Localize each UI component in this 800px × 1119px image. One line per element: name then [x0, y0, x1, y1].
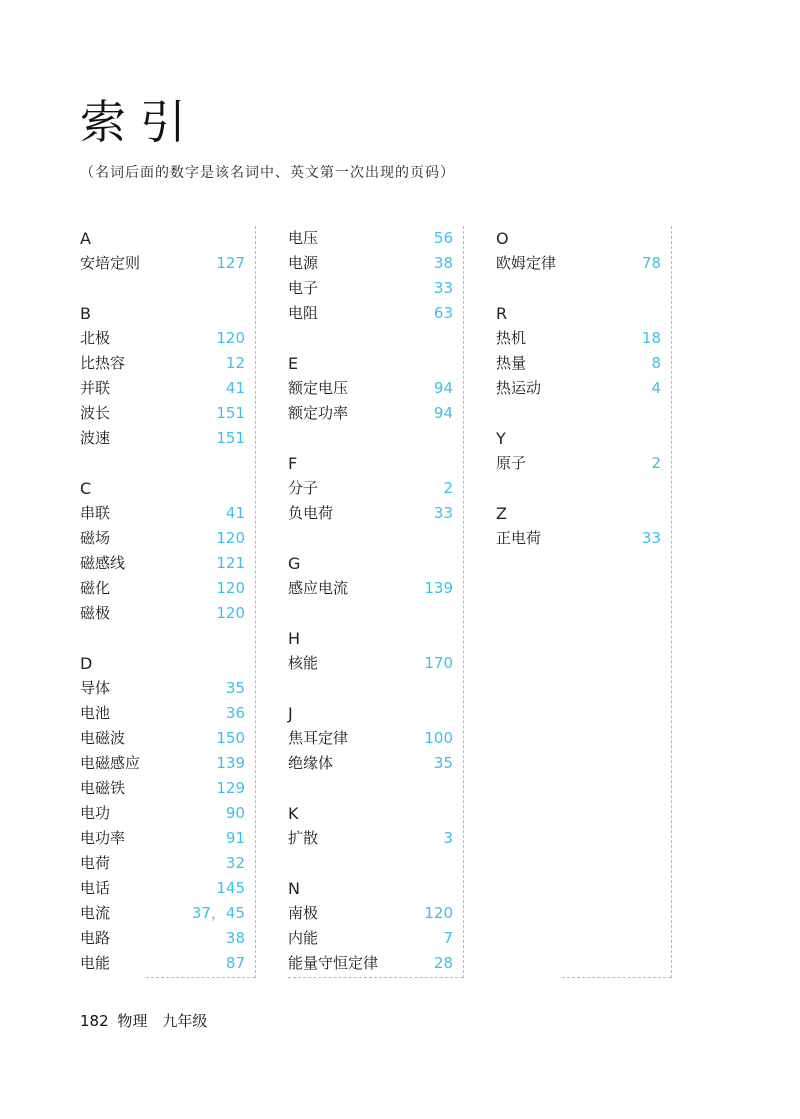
index-term: 正电荷	[496, 529, 542, 547]
index-entry	[288, 376, 463, 401]
index-page-number: 78	[641, 254, 661, 272]
index-group	[288, 351, 463, 426]
index-term: 电话	[80, 879, 111, 897]
index-page-number: 36	[225, 704, 245, 722]
index-term: 北极	[80, 329, 111, 347]
index-page-number: 120	[216, 329, 245, 347]
index-page-number: 121	[216, 554, 245, 572]
index-letter-heading: C	[80, 479, 92, 498]
index-term: 电流	[80, 904, 111, 922]
index-entry	[80, 676, 255, 701]
index-entry	[288, 826, 463, 851]
index-group	[80, 476, 255, 626]
index-entry	[288, 726, 463, 751]
index-entry	[288, 901, 463, 926]
index-page-number: 63	[433, 304, 453, 322]
index-page-number: 94	[433, 379, 453, 397]
index-term: 导体	[80, 679, 111, 697]
index-entry	[80, 501, 255, 526]
index-entry	[80, 901, 255, 926]
index-letter-heading: F	[288, 454, 298, 473]
index-term: 电磁波	[80, 729, 126, 747]
index-page-number: 87	[225, 954, 245, 972]
index-group	[496, 501, 671, 551]
index-page-number: 139	[216, 754, 245, 772]
index-term: 波速	[80, 429, 111, 447]
index-entry	[80, 426, 255, 451]
index-term: 磁场	[80, 529, 111, 547]
index-page-number: 38	[433, 254, 453, 272]
index-page-number: 56	[433, 229, 453, 247]
index-page-number: 35	[225, 679, 245, 697]
index-entry	[80, 701, 255, 726]
index-term: 扩散	[288, 829, 319, 847]
index-page-number: 127	[216, 254, 245, 272]
index-entry	[80, 801, 255, 826]
index-entry	[288, 276, 463, 301]
index-column-3	[496, 226, 672, 978]
index-term: 原子	[496, 454, 527, 472]
index-term: 分子	[288, 479, 319, 497]
index-term: 核能	[288, 654, 319, 672]
index-term: 负电荷	[288, 504, 334, 522]
index-entry	[496, 376, 671, 401]
index-page-number: 90	[225, 804, 245, 822]
index-term: 电磁感应	[80, 754, 141, 772]
index-page-number: 37，45	[191, 904, 245, 922]
index-page-number: 33	[433, 279, 453, 297]
index-group	[288, 876, 463, 976]
index-entry	[80, 776, 255, 801]
index-term: 热量	[496, 354, 527, 372]
index-term: 热机	[496, 329, 527, 347]
index-group	[496, 301, 671, 401]
index-page-number: 18	[641, 329, 661, 347]
index-entry	[288, 226, 463, 251]
index-term: 磁极	[80, 604, 111, 622]
index-entry	[80, 251, 255, 276]
index-page-number: 41	[225, 379, 245, 397]
index-page-number: 33	[433, 504, 453, 522]
index-group	[80, 651, 255, 976]
index-entry	[288, 576, 463, 601]
index-term: 额定功率	[288, 404, 349, 422]
index-page-number: 139	[424, 579, 453, 597]
index-term: 欧姆定律	[496, 254, 557, 272]
index-term: 磁化	[80, 579, 111, 597]
index-term: 热运动	[496, 379, 542, 397]
index-entry	[288, 401, 463, 426]
index-entry	[80, 926, 255, 951]
index-term: 并联	[80, 379, 111, 397]
index-term: 焦耳定律	[288, 729, 349, 747]
index-page-number: 7	[443, 929, 453, 947]
index-page-number: 170	[424, 654, 453, 672]
index-letter-heading: N	[288, 879, 300, 898]
index-entry	[288, 501, 463, 526]
index-letter-heading: E	[288, 354, 299, 373]
index-page-number: 41	[225, 504, 245, 522]
index-term: 波长	[80, 404, 111, 422]
index-page-number: 150	[216, 729, 245, 747]
index-term: 电池	[80, 704, 111, 722]
index-entry	[80, 376, 255, 401]
index-letter-heading: Z	[496, 504, 507, 523]
index-entry	[80, 851, 255, 876]
index-letter-heading: R	[496, 304, 508, 323]
footer-book-title: 物理 九年级	[117, 1012, 208, 1030]
index-entry	[288, 751, 463, 776]
index-page-number: 12	[225, 354, 245, 372]
index-page-number: 120	[216, 579, 245, 597]
index-page-number: 100	[424, 729, 453, 747]
index-term: 电源	[288, 254, 319, 272]
index-page-number: 4	[651, 379, 661, 397]
index-entry	[496, 526, 671, 551]
index-term: 电荷	[80, 854, 111, 872]
index-letter-heading: B	[80, 304, 91, 323]
index-entry	[80, 576, 255, 601]
index-entry	[496, 251, 671, 276]
index-letter-heading: K	[288, 804, 299, 823]
index-letter-heading: D	[80, 654, 93, 673]
index-term: 电功	[80, 804, 111, 822]
column-rule	[146, 977, 255, 978]
index-group	[496, 226, 671, 276]
index-page-number: 94	[433, 404, 453, 422]
index-entry	[80, 951, 255, 976]
index-group	[496, 426, 671, 476]
index-page-number: 91	[225, 829, 245, 847]
index-page-number: 145	[216, 879, 245, 897]
index-entry	[80, 751, 255, 776]
index-term: 能量守恒定律	[288, 954, 379, 972]
index-entry	[80, 826, 255, 851]
index-entry	[496, 326, 671, 351]
index-entry	[80, 726, 255, 751]
index-group	[288, 626, 463, 676]
column-rule	[288, 977, 463, 978]
index-page-number: 120	[216, 604, 245, 622]
index-term: 比热容	[80, 354, 126, 372]
index-columns	[80, 226, 690, 982]
index-page-number: 151	[216, 404, 245, 422]
page-footer	[80, 1010, 207, 1031]
footer-page-number: 182	[80, 1012, 109, 1030]
index-group	[288, 701, 463, 776]
index-letter-heading: Y	[496, 429, 506, 448]
index-entry	[288, 651, 463, 676]
index-term: 绝缘体	[288, 754, 334, 772]
index-entry	[80, 601, 255, 626]
index-term: 电压	[288, 229, 319, 247]
index-entry	[80, 526, 255, 551]
index-term: 电路	[80, 929, 111, 947]
index-page-number: 32	[225, 854, 245, 872]
index-page-number: 3	[443, 829, 453, 847]
index-letter-heading: A	[80, 229, 91, 248]
index-term: 电能	[80, 954, 111, 972]
index-entry	[288, 476, 463, 501]
index-term: 电阻	[288, 304, 319, 322]
index-entry	[80, 326, 255, 351]
index-page-number: 35	[433, 754, 453, 772]
index-page-number: 151	[216, 429, 245, 447]
index-term: 电功率	[80, 829, 126, 847]
index-term: 安培定则	[80, 254, 141, 272]
index-page-number: 120	[424, 904, 453, 922]
column-rule	[562, 977, 671, 978]
index-entry	[288, 251, 463, 276]
index-term: 磁感线	[80, 554, 126, 572]
index-group	[80, 226, 255, 276]
index-term: 电磁铁	[80, 779, 126, 797]
index-entry	[288, 926, 463, 951]
index-page-number: 129	[216, 779, 245, 797]
index-entry	[288, 301, 463, 326]
index-group	[288, 226, 463, 326]
page-subtitle: （名词后面的数字是该名词中、英文第一次出现的页码）	[80, 165, 455, 181]
index-group	[288, 801, 463, 851]
index-column-1	[80, 226, 256, 978]
index-letter-heading: G	[288, 554, 301, 573]
index-letter-heading: H	[288, 629, 301, 648]
index-entry	[80, 876, 255, 901]
index-group	[288, 451, 463, 526]
page-title: 索引	[80, 95, 200, 149]
index-term: 南极	[288, 904, 319, 922]
index-entry	[80, 351, 255, 376]
index-entry	[80, 401, 255, 426]
index-page-number: 33	[641, 529, 661, 547]
index-entry	[496, 451, 671, 476]
index-group	[288, 551, 463, 601]
index-letter-heading: J	[288, 704, 293, 723]
index-page-number: 8	[651, 354, 661, 372]
index-page-number: 2	[651, 454, 661, 472]
index-group	[80, 301, 255, 451]
index-page-number: 28	[433, 954, 453, 972]
index-term: 内能	[288, 929, 319, 947]
index-entry	[288, 951, 463, 976]
index-term: 额定电压	[288, 379, 349, 397]
index-term: 串联	[80, 504, 111, 522]
index-page-number: 38	[225, 929, 245, 947]
index-entry	[80, 551, 255, 576]
index-entry	[496, 351, 671, 376]
index-column-2	[288, 226, 464, 978]
index-page-number: 2	[443, 479, 453, 497]
index-page-number: 120	[216, 529, 245, 547]
index-letter-heading: O	[496, 229, 509, 248]
index-term: 感应电流	[288, 579, 349, 597]
index-term: 电子	[288, 279, 319, 297]
